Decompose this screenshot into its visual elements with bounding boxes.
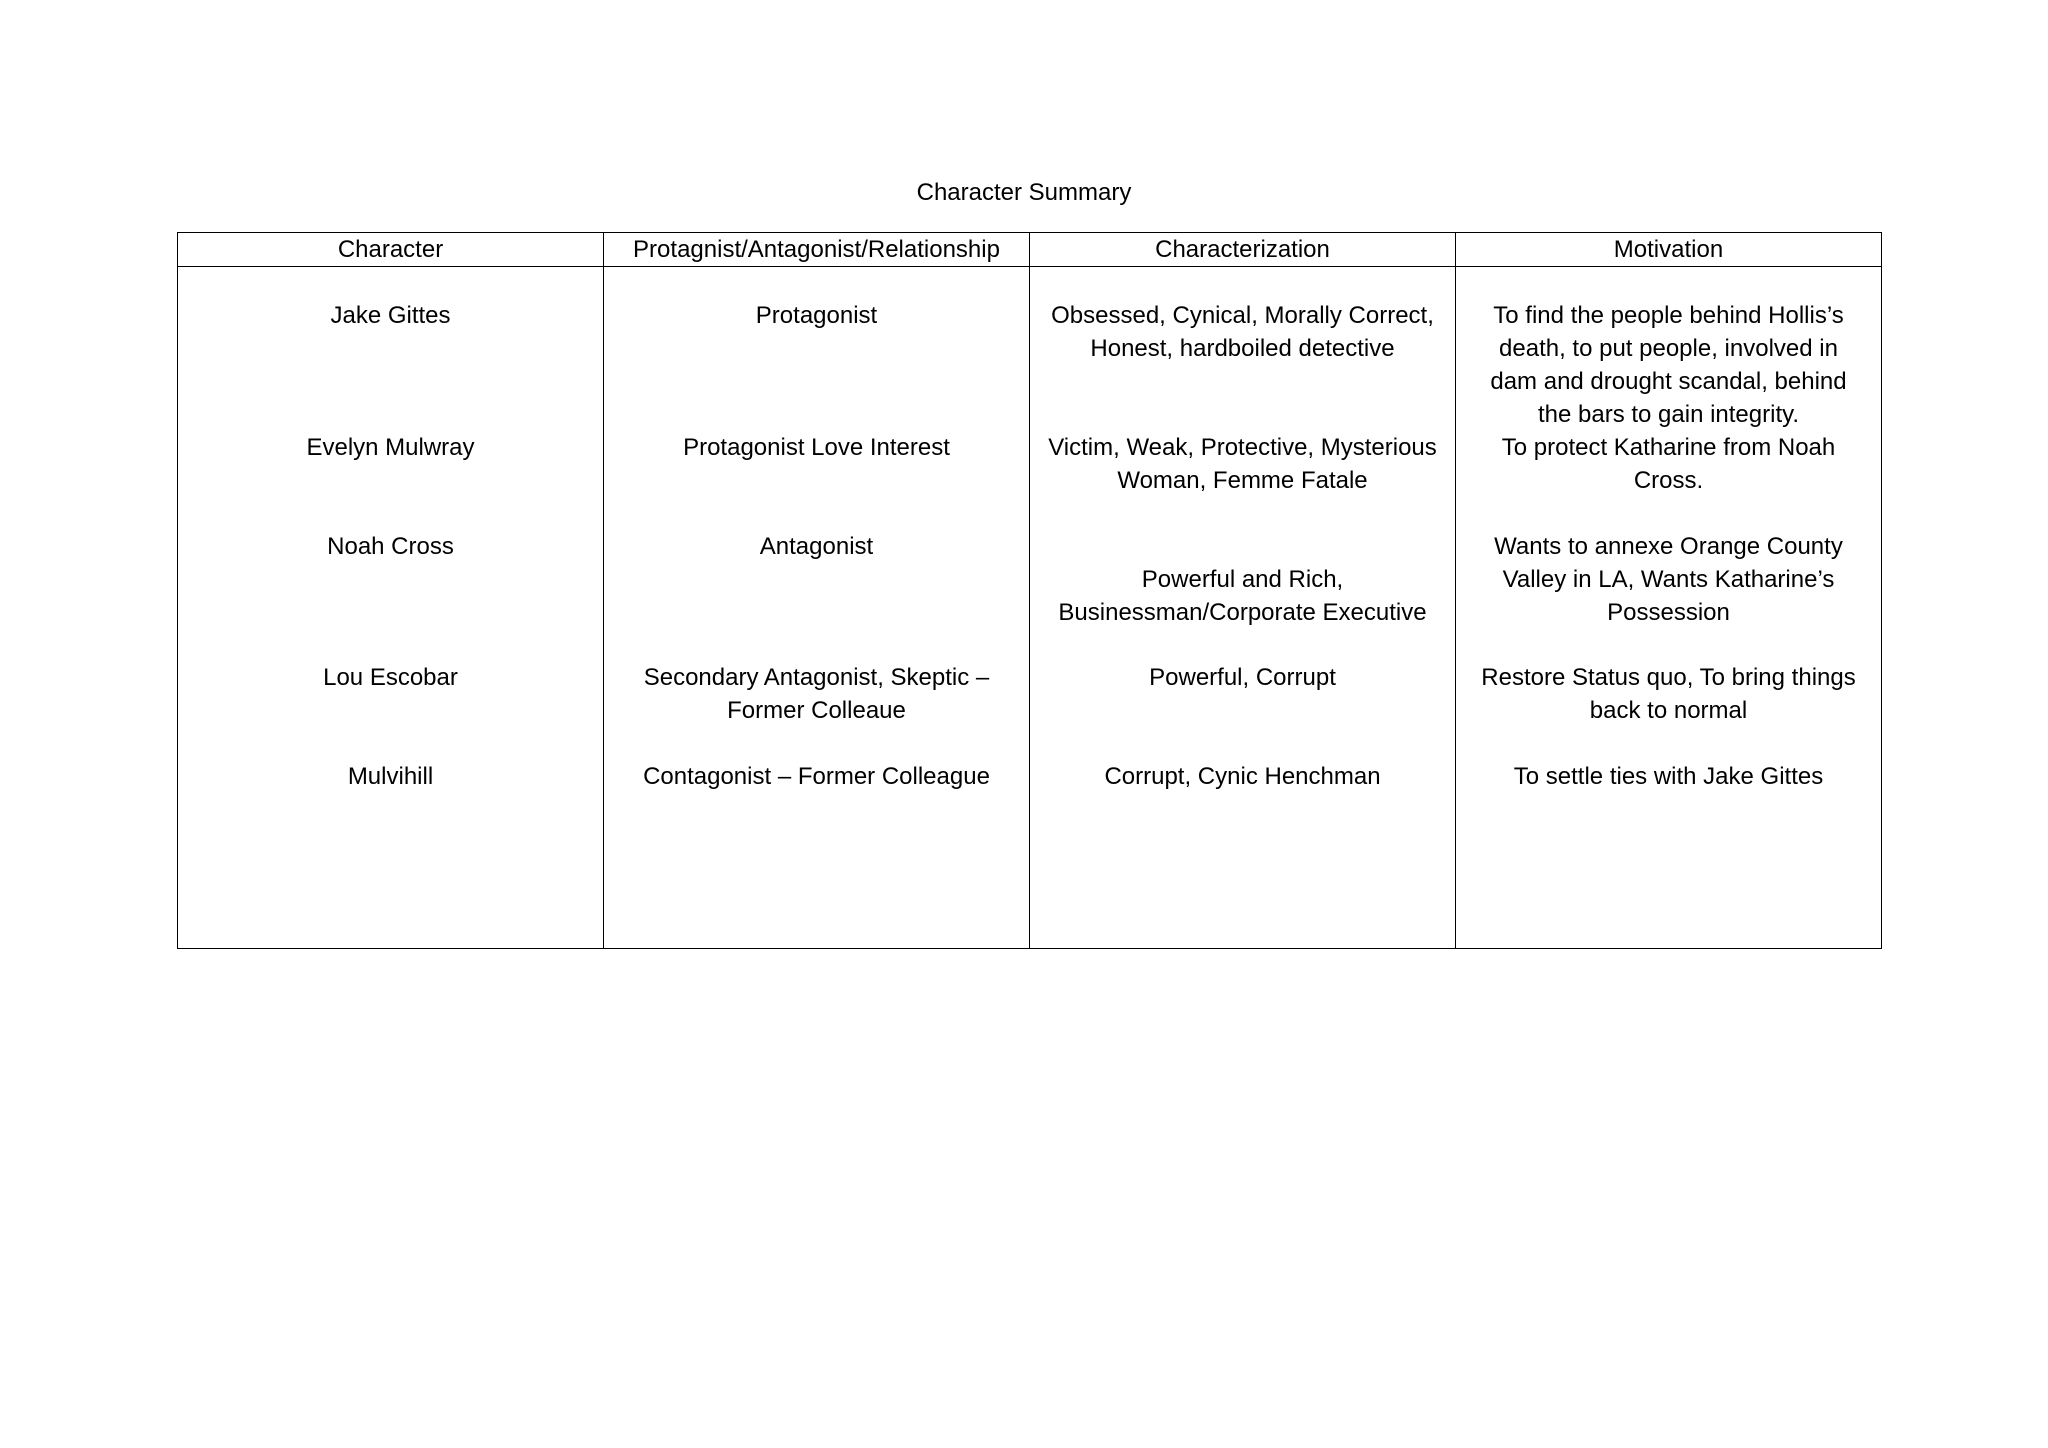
header-character: Character (178, 233, 604, 267)
cell-character: Lou Escobar (178, 661, 604, 760)
cell-motivation: To protect Katharine from Noah Cross. (1456, 431, 1882, 530)
header-characterization: Characterization (1030, 233, 1456, 267)
header-role: Protagnist/Antagonist/Relationship (604, 233, 1030, 267)
table-row (178, 760, 1882, 948)
cell-character: Noah Cross (178, 530, 604, 661)
header-row (178, 233, 1882, 267)
document-title: Character Summary (916, 179, 1132, 206)
cell-characterization-text: Powerful and Rich, Businessman/Corporate Executive (1058, 566, 1427, 626)
cell-motivation: Wants to annexe Orange County Valley in LA, Wants Katharine’s Possession (1456, 530, 1882, 661)
cell-character: Jake Gittes (178, 267, 604, 432)
cell-characterization (1030, 530, 1456, 661)
table-body (178, 267, 1882, 949)
cell-role: Secondary Antagonist, Skeptic – Former Colleaue (604, 661, 1030, 760)
table-row (178, 431, 1882, 530)
cell-characterization: Obsessed, Cynical, Morally Correct, Honest, hardboiled detective (1030, 267, 1456, 432)
cell-characterization: Corrupt, Cynic Henchman (1030, 760, 1456, 948)
table-row (178, 530, 1882, 661)
cell-characterization: Victim, Weak, Protective, Mysterious Woman, Femme Fatale (1030, 431, 1456, 530)
cell-role: Protagonist Love Interest (604, 431, 1030, 530)
cell-motivation: Restore Status quo, To bring things back to normal (1456, 661, 1882, 760)
cell-spacer (1048, 530, 1437, 563)
cell-characterization: Powerful, Corrupt (1030, 661, 1456, 760)
cell-motivation: To find the people behind Hollis’s death, to put people, involved in dam and drought scandal, behind the bars to gain integrity. (1456, 267, 1882, 432)
table-row (178, 267, 1882, 432)
cell-motivation: To settle ties with Jake Gittes (1456, 760, 1882, 948)
table-header (178, 233, 1882, 267)
table-row (178, 661, 1882, 760)
cell-role: Antagonist (604, 530, 1030, 661)
cell-role: Protagonist (604, 267, 1030, 432)
character-summary-table (177, 232, 1882, 949)
cell-character: Evelyn Mulwray (178, 431, 604, 530)
cell-role: Contagonist – Former Colleague (604, 760, 1030, 948)
header-motivation: Motivation (1456, 233, 1882, 267)
cell-character: Mulvihill (178, 760, 604, 948)
